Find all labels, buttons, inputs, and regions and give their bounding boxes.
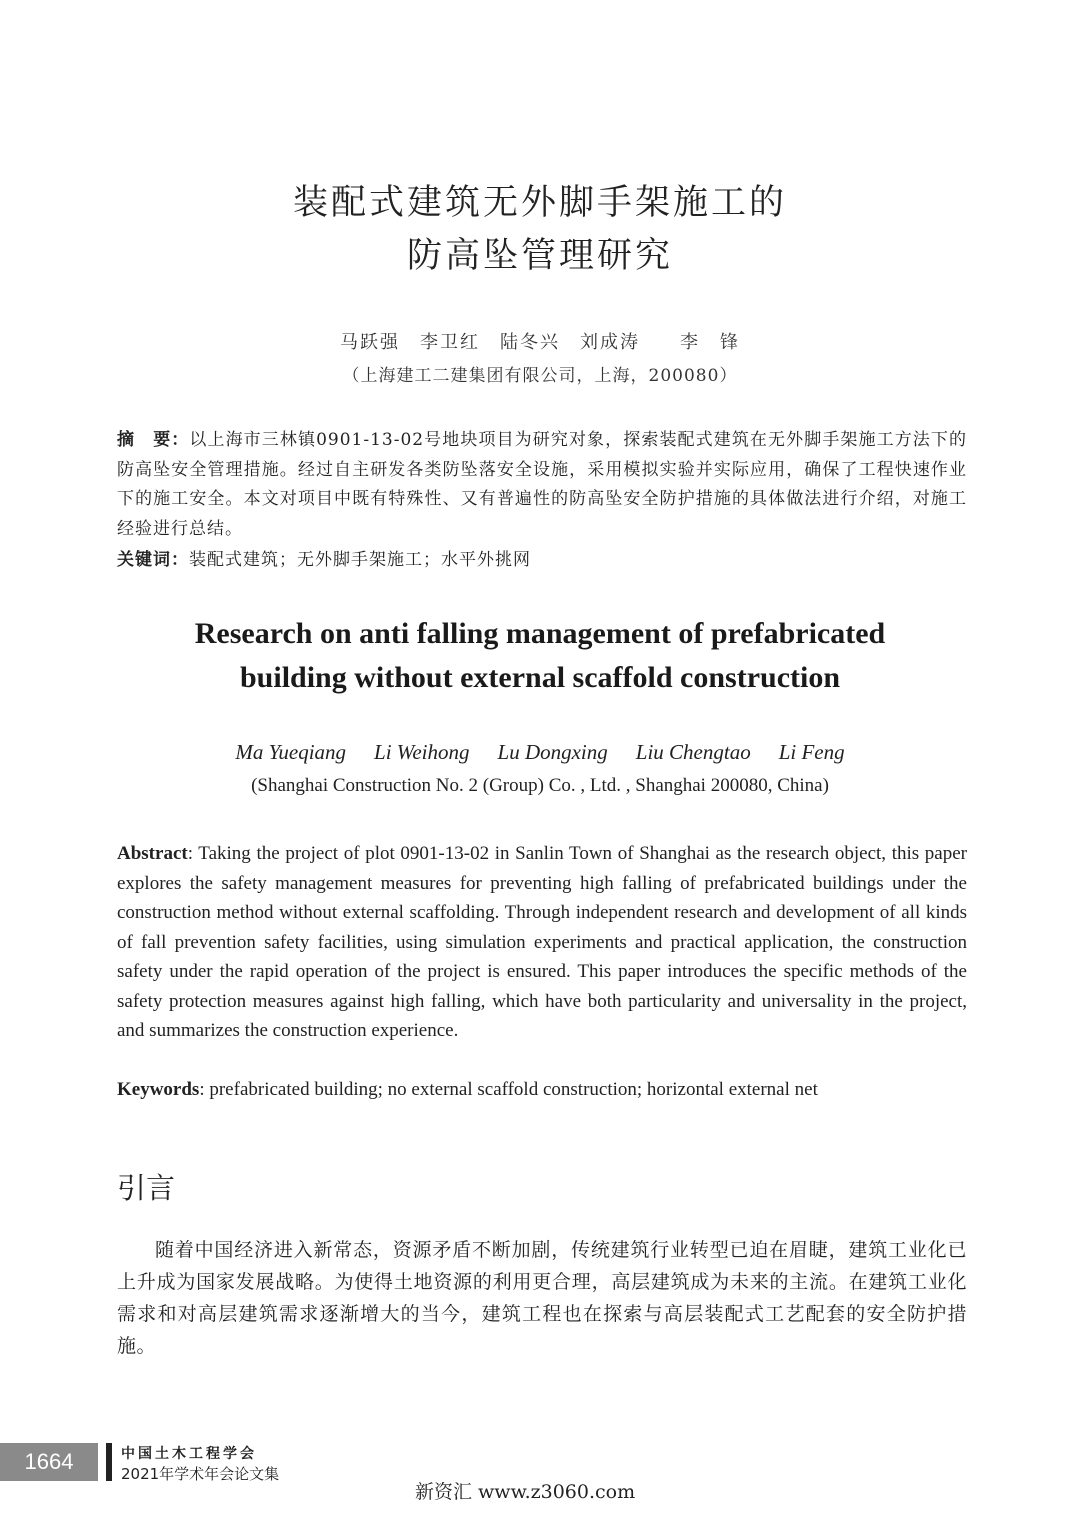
footer-organization: 中国土木工程学会 <box>121 1446 257 1462</box>
en-title-line1: Research on anti falling management of prefabricated <box>194 617 886 650</box>
page-number: 1664 <box>0 1443 98 1481</box>
en-abstract-label: Abstract <box>117 843 188 864</box>
en-author: Ma Yueqiang <box>235 740 347 764</box>
cn-abstract-text: 以上海市三林镇0901-13-02号地块项目为研究对象，探索装配式建筑在无外脚手架施工方法下的防高坠安全管理措施。经过自主研发各类防坠落安全设施，采用模拟实验并实际应用，确保了工程快速作业下的施工安全。本文对项目中既有特殊性、又有普遍性的防高坠安全防护措施的具体做法进行介绍，对施工经验进行总结。 <box>117 430 968 539</box>
en-author: Li Feng <box>778 740 845 764</box>
en-abstract-text: Taking the project of plot 0901-13-02 in Sanlin Town of Shanghai as the research object, this paper explores the safety management measures for preventing high falling of prefabricated buildings under the construction method without external scaffolding. Through independent research and development of all kinds of fall prevention safety facilities, using simulation experiments and practical application, the construction safety under the rapid operation of the project is ensured. This paper introduces the specific methods of the safety protection measures against high falling, which have both particularity and universality in the project, and summarizes the construction experience. <box>117 843 967 1041</box>
section-heading: 引言 <box>117 1171 176 1205</box>
cn-title-line1: 装配式建筑无外脚手架施工的 <box>292 183 787 223</box>
en-author: Liu Chengtao <box>635 740 751 764</box>
en-author: Li Weihong <box>374 740 470 764</box>
cn-abstract-label: 摘 要： <box>117 430 190 450</box>
en-abstract <box>117 839 967 1046</box>
footer-collection: 2021年学术年会论文集 <box>121 1465 280 1483</box>
en-keywords-label: Keywords <box>117 1079 200 1100</box>
cn-authors: 马跃强 李卫红 陆冬兴 刘成涛 李 锋 <box>340 332 740 353</box>
en-abstract-sep: : <box>187 843 199 864</box>
cn-keywords <box>117 545 967 570</box>
footer-divider <box>106 1443 112 1481</box>
cn-title-line2: 防高坠管理研究 <box>406 236 673 276</box>
body-paragraph: 随着中国经济进入新常态，资源矛盾不断加剧，传统建筑行业转型已迫在眉睫，建筑工业化已上升成为国家发展战略。为使得土地资源的利用更合理，高层建筑成为未来的主流。在建筑工业化需求和对高层建筑需求逐渐增大的当今，建筑工程也在探索与高层装配式工艺配套的安全防护措施。 <box>117 1239 967 1357</box>
cn-keywords-text: 装配式建筑；无外脚手架施工；水平外挑网 <box>189 550 531 570</box>
en-author: Lu Dongxing <box>497 740 608 764</box>
en-authors <box>0 740 1080 765</box>
cn-keywords-label: 关键词： <box>117 550 189 570</box>
cn-affiliation: （上海建工二建集团有限公司，上海，200080） <box>342 366 738 386</box>
en-title <box>0 612 1080 700</box>
en-keywords-text: prefabricated building; no external scaffold construction; horizontal external net <box>209 1079 818 1100</box>
en-title-line2: building without external scaffold construction <box>239 661 841 694</box>
watermark: 新资汇 www.z3060.com <box>415 1481 636 1503</box>
en-keywords-sep: : <box>199 1079 210 1100</box>
en-affiliation: (Shanghai Construction No. 2 (Group) Co. , Ltd. , Shanghai 200080, China) <box>251 775 829 796</box>
cn-abstract <box>117 426 967 544</box>
en-keywords <box>117 1075 967 1105</box>
